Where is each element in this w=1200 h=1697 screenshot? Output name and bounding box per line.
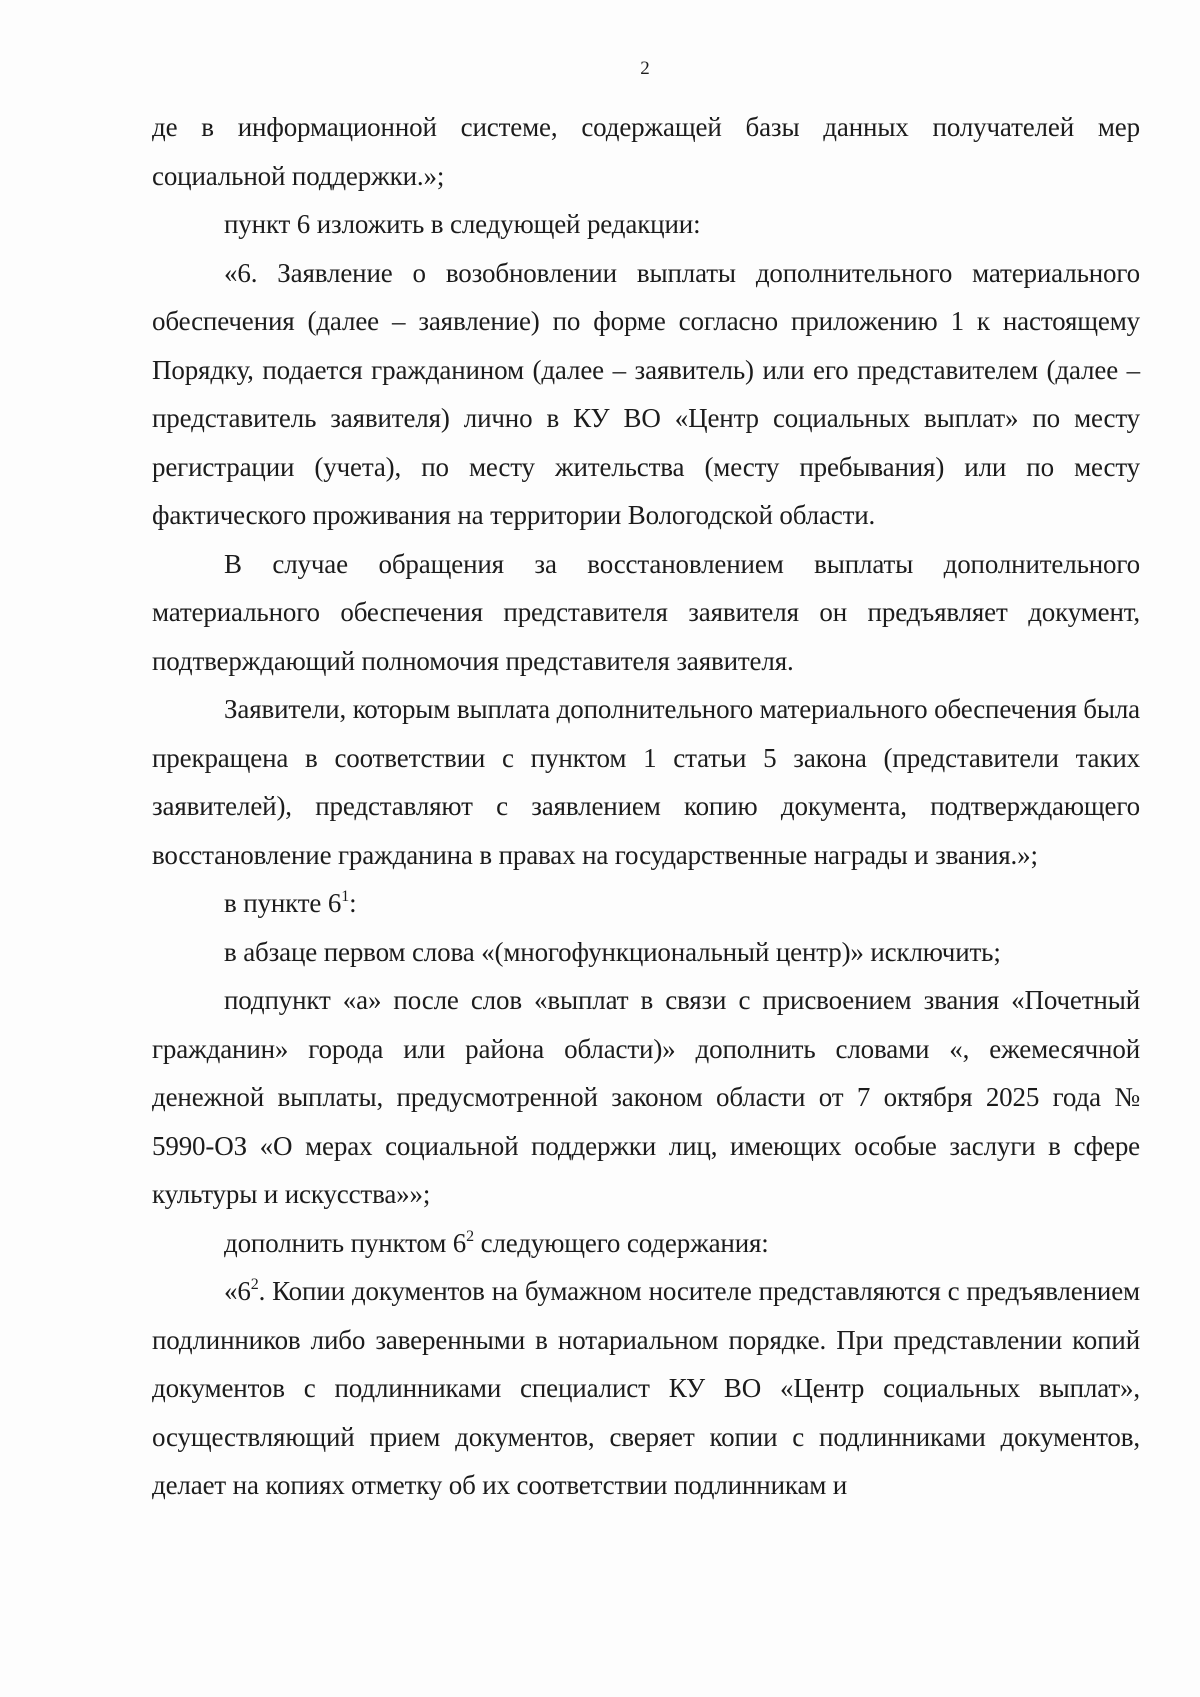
paragraph-6-superscript: 1 [341,888,350,905]
paragraph-7: в абзаце первом слова «(многофункциональный центр)» исключить; [224,936,1001,967]
paragraph-10-superscript: 2 [250,1276,259,1293]
paragraph-10-text-end: . Копии документов на бумажном носителе представляются с предъявлением подлинников либо заверенными в нотариальном порядке. При представлении копий документов с подлинниками специалист КУ ВО «Центр социальных выплат», осуществляющий прием документов, сверяет копии с подлинниками документов, делает на копиях отметку об их соответствии подлинникам и [152,1276,1140,1500]
paragraph-6 [152,879,1140,928]
paragraph-9-text: дополнить пунктом 6 [224,1227,467,1258]
paragraph-10 [152,1267,1140,1510]
paragraph-6-text-end: : [349,888,357,918]
paragraph-4: В случае обращения за восстановлением выплаты дополнительного материального обеспечения представителя заявителя он предъявляет документ, подтверждающий полномочия представителя заявителя. [152,548,1140,676]
paragraph-9 [152,1219,1140,1268]
paragraph-9-text-end: следующего содержания: [474,1227,769,1258]
paragraph-10-text: «6 [224,1276,251,1306]
document-body [152,103,1140,1510]
paragraph-9-superscript: 2 [466,1227,475,1245]
paragraph-6-text: в пункте 6 [224,888,342,918]
page-number: 2 [640,58,650,79]
paragraph-2: пункт 6 изложить в следующей редакции: [224,209,701,239]
paragraph-3: «6. Заявление о возобновлении выплаты дополнительного материального обеспечения (далее – заявление) по форме согласно приложению 1 к настоящему Порядку, подается гражданином (далее – заявитель) или его представителем (далее – представитель заявителя) лично в КУ ВО «Центр социальных выплат» по месту регистрации (учета), по месту жительства (месту пребывания) или по месту фактического проживания на территории Вологодской области. [152,257,1140,530]
paragraph-8: подпункт «а» после слов «выплат в связи с присвоением звания «Почетный гражданин» города или района области)» дополнить словами «, ежемесячной денежной выплаты, предусмотренной законом области от 7 октября 2025 года № 5990-ОЗ «О мерах социальной поддержки лиц, имеющих особые заслуги в сфере культуры и искусства»»; [152,985,1140,1209]
paragraph-5: Заявители, которым выплата дополнительного материального обеспечения была прекращена в соответствии с пунктом 1 статьи 5 закона (представители таких заявителей), представляют с заявлением копию документа, подтверждающего восстановление гражданина в правах на государственные награды и звания.»; [152,694,1140,870]
paragraph-1: де в информационной системе, содержащей базы данных получателей мер социальной поддержки.»; [152,112,1140,191]
